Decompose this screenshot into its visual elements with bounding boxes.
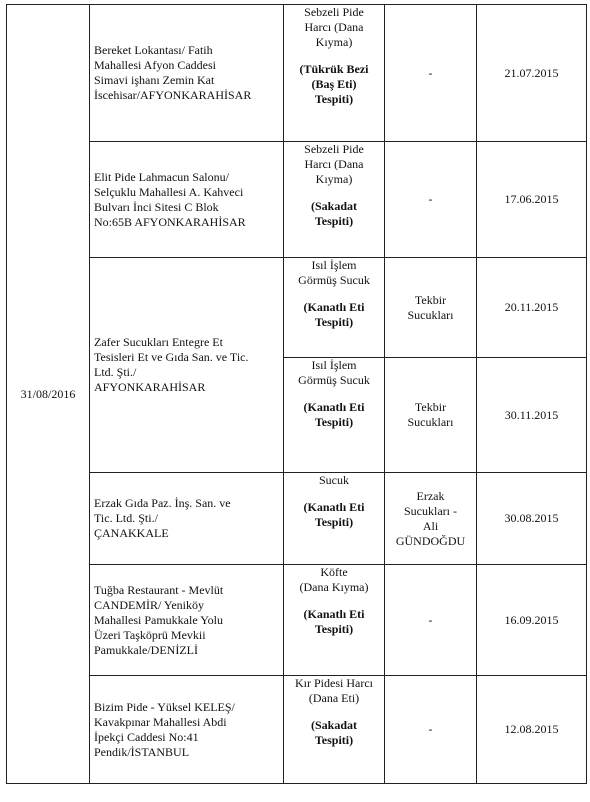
sample-date: 20.11.2015 (477, 258, 587, 358)
table-row (7, 258, 587, 358)
brand-cell: - (385, 676, 477, 784)
finding-label: (Tükrük Bezi (Baş Eti) Tespiti) (299, 62, 369, 106)
table-row (7, 473, 587, 565)
sample-date: 21.07.2015 (477, 5, 587, 142)
product-cell: Sebzeli Pide Harcı (Dana Kıyma) (Sakadat Tespiti) (284, 142, 385, 258)
table-row (7, 676, 587, 784)
sample-date: 30.08.2015 (477, 473, 587, 565)
finding-label: (Kanatlı Eti Tespiti) (303, 400, 365, 429)
brand-cell: Tekbir Sucukları (385, 358, 477, 473)
brand-cell: - (385, 5, 477, 142)
table-row (7, 142, 587, 258)
business-cell: Zafer Sucukları Entegre Et Tesisleri Et ve Gıda San. ve Tic. Ltd. Şti./ AFYONKARAHİSAR (90, 258, 284, 473)
records-table (6, 4, 587, 784)
table-row (7, 5, 587, 142)
finding-label: (Sakadat Tespiti) (310, 199, 357, 228)
product-cell: Sebzeli Pide Harcı (Dana Kıyma) (Tükrük Bezi (Baş Eti) Tespiti) (284, 5, 385, 142)
product-cell: Isıl İşlem Görmüş Sucuk (Kanatlı Eti Tespiti) (284, 258, 385, 358)
product-cell: Isıl İşlem Görmüş Sucuk (Kanatlı Eti Tespiti) (284, 358, 385, 473)
product-cell: Kır Pidesi Harcı (Dana Eti) (Sakadat Tespiti) (284, 676, 385, 784)
sample-date: 30.11.2015 (477, 358, 587, 473)
finding-label: (Kanatlı Eti Tespiti) (303, 500, 365, 529)
sample-date: 16.09.2015 (477, 565, 587, 676)
business-cell: Erzak Gıda Paz. İnş. San. ve Tic. Ltd. Şti./ ÇANAKKALE (90, 473, 284, 565)
business-cell: Bizim Pide - Yüksel KELEŞ/ Kavakpınar Mahallesi Abdi İpekçi Caddesi No:41 Pendik/İSTANBUL (90, 676, 284, 784)
product-cell: Köfte (Dana Kıyma) (Kanatlı Eti Tespiti) (284, 565, 385, 676)
finding-label: (Sakadat Tespiti) (310, 718, 357, 747)
brand-cell: - (385, 565, 477, 676)
table-row (7, 565, 587, 676)
finding-label: (Kanatlı Eti Tespiti) (303, 300, 365, 329)
brand-cell: - (385, 142, 477, 258)
sample-date: 17.06.2015 (477, 142, 587, 258)
product-cell: Sucuk (Kanatlı Eti Tespiti) (284, 473, 385, 565)
business-cell: Bereket Lokantası/ Fatih Mahallesi Afyon Caddesi Simavi işhanı Zemin Kat İscehisar/AFYONKARAHİSAR (90, 5, 284, 142)
brand-cell: Erzak Sucukları - Ali GÜNDOĞDU (385, 473, 477, 565)
finding-label: (Kanatlı Eti Tespiti) (303, 607, 365, 636)
business-cell: Tuğba Restaurant - Mevlüt CANDEMİR/ Yeniköy Mahallesi Pamukkale Yolu Üzeri Taşköprü Mevkii Pamukkale/DENİZLİ (90, 565, 284, 676)
announcement-date: 31/08/2016 (7, 5, 90, 784)
business-cell: Elit Pide Lahmacun Salonu/ Selçuklu Mahallesi A. Kahveci Bulvarı İnci Sitesi C Blok No:65B AFYONKARAHİSAR (90, 142, 284, 258)
sample-date: 12.08.2015 (477, 676, 587, 784)
brand-cell: Tekbir Sucukları (385, 258, 477, 358)
